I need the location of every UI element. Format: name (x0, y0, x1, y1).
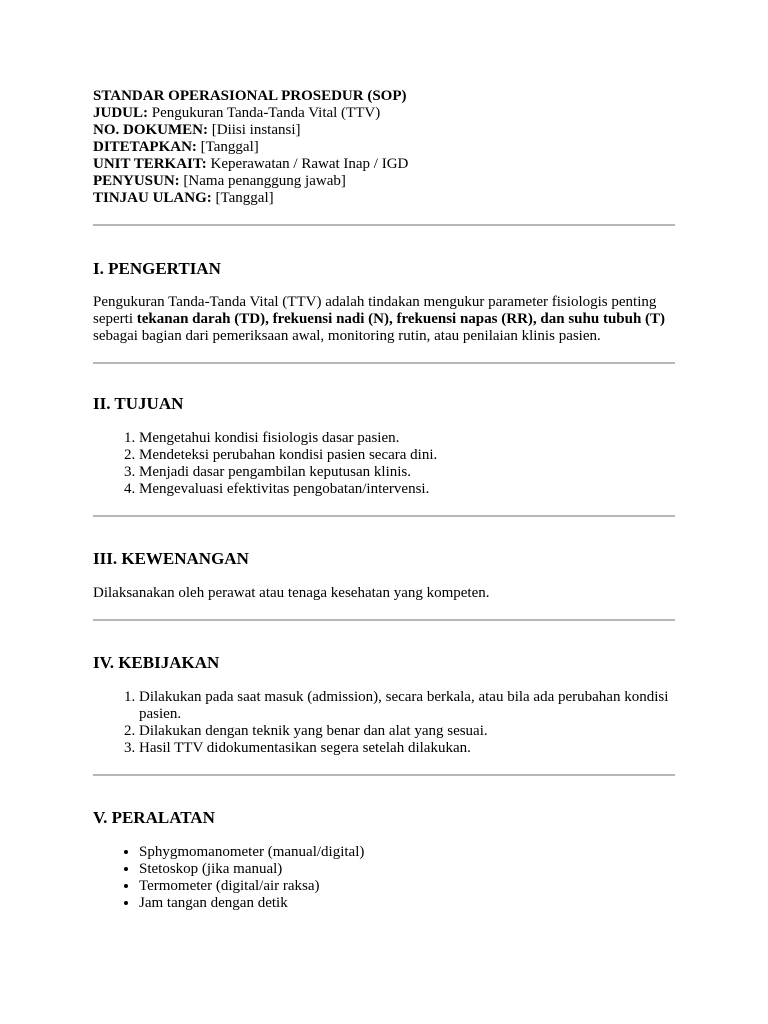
list-item: • Termometer (digital/air raksa) (139, 878, 675, 895)
field-no-dokumen (93, 122, 675, 139)
divider (93, 619, 675, 621)
field-unit-terkait (93, 156, 675, 173)
field-penyusun (93, 173, 675, 190)
field-label: TINJAU ULANG: (93, 190, 212, 206)
divider (93, 362, 675, 364)
field-label: NO. DOKUMEN: (93, 122, 208, 138)
section-heading-kewenangan: III. KEWENANGAN (93, 549, 249, 568)
field-label: JUDUL: (93, 105, 148, 121)
field-value: [Tanggal] (215, 190, 274, 206)
field-value: Keperawatan / Rawat Inap / IGD (210, 156, 409, 172)
pengertian-text-bold: tekanan darah (TD), frekuensi nadi (N), frekuensi napas (RR), dan suhu tubuh (T) (136, 311, 666, 327)
divider (93, 774, 675, 776)
field-value: [Diisi instansi] (211, 122, 301, 138)
list-item: 2. Dilakukan dengan teknik yang benar dan alat yang sesuai. (139, 723, 675, 740)
list-item: • Stetoskop (jika manual) (139, 861, 675, 878)
field-ditetapkan (93, 139, 675, 156)
list-item: 3. Menjadi dasar pengambilan keputusan klinis. (139, 464, 675, 481)
divider (93, 224, 675, 226)
section-heading-kebijakan: IV. KEBIJAKAN (93, 653, 220, 672)
peralatan-list (93, 844, 675, 912)
list-item: 1. Mengetahui kondisi fisiologis dasar pasien. (139, 430, 675, 447)
kebijakan-list (93, 689, 675, 757)
field-value: [Tanggal] (200, 139, 259, 155)
field-label: UNIT TERKAIT: (93, 156, 207, 172)
field-judul (93, 105, 675, 122)
kewenangan-paragraph: Dilaksanakan oleh perawat atau tenaga kesehatan yang kompeten. (93, 585, 490, 601)
list-item: 4. Mengevaluasi efektivitas pengobatan/intervensi. (139, 481, 675, 498)
pengertian-text-before: Pengukuran Tanda-Tanda Vital (TTV) adalah tindakan mengukur parameter fisiologis penting seperti (93, 294, 657, 327)
field-label: PENYUSUN: (93, 173, 180, 189)
sop-title: STANDAR OPERASIONAL PROSEDUR (SOP) (93, 88, 407, 104)
pengertian-text-after: sebagai bagian dari pemeriksaan awal, monitoring rutin, atau penilaian klinis pasien. (93, 328, 601, 344)
list-item: • Sphygmomanometer (manual/digital) (139, 844, 675, 861)
list-item: 1. Dilakukan pada saat masuk (admission), secara berkala, atau bila ada perubahan kondisi pasien. (139, 689, 675, 723)
field-label: DITETAPKAN: (93, 139, 197, 155)
divider (93, 515, 675, 517)
section-heading-tujuan: II. TUJUAN (93, 394, 184, 413)
section-heading-pengertian: I. PENGERTIAN (93, 259, 221, 278)
list-item: 3. Hasil TTV didokumentasikan segera setelah dilakukan. (139, 740, 675, 757)
list-item: • Jam tangan dengan detik (139, 895, 675, 912)
list-item: 2. Mendeteksi perubahan kondisi pasien secara dini. (139, 447, 675, 464)
pengertian-paragraph (93, 294, 675, 345)
sop-header (93, 88, 675, 207)
section-heading-peralatan: V. PERALATAN (93, 808, 215, 827)
field-tinjau-ulang (93, 190, 675, 207)
field-value: [Nama penanggung jawab] (183, 173, 346, 189)
field-value: Pengukuran Tanda-Tanda Vital (TTV) (151, 105, 381, 121)
tujuan-list (93, 430, 675, 498)
